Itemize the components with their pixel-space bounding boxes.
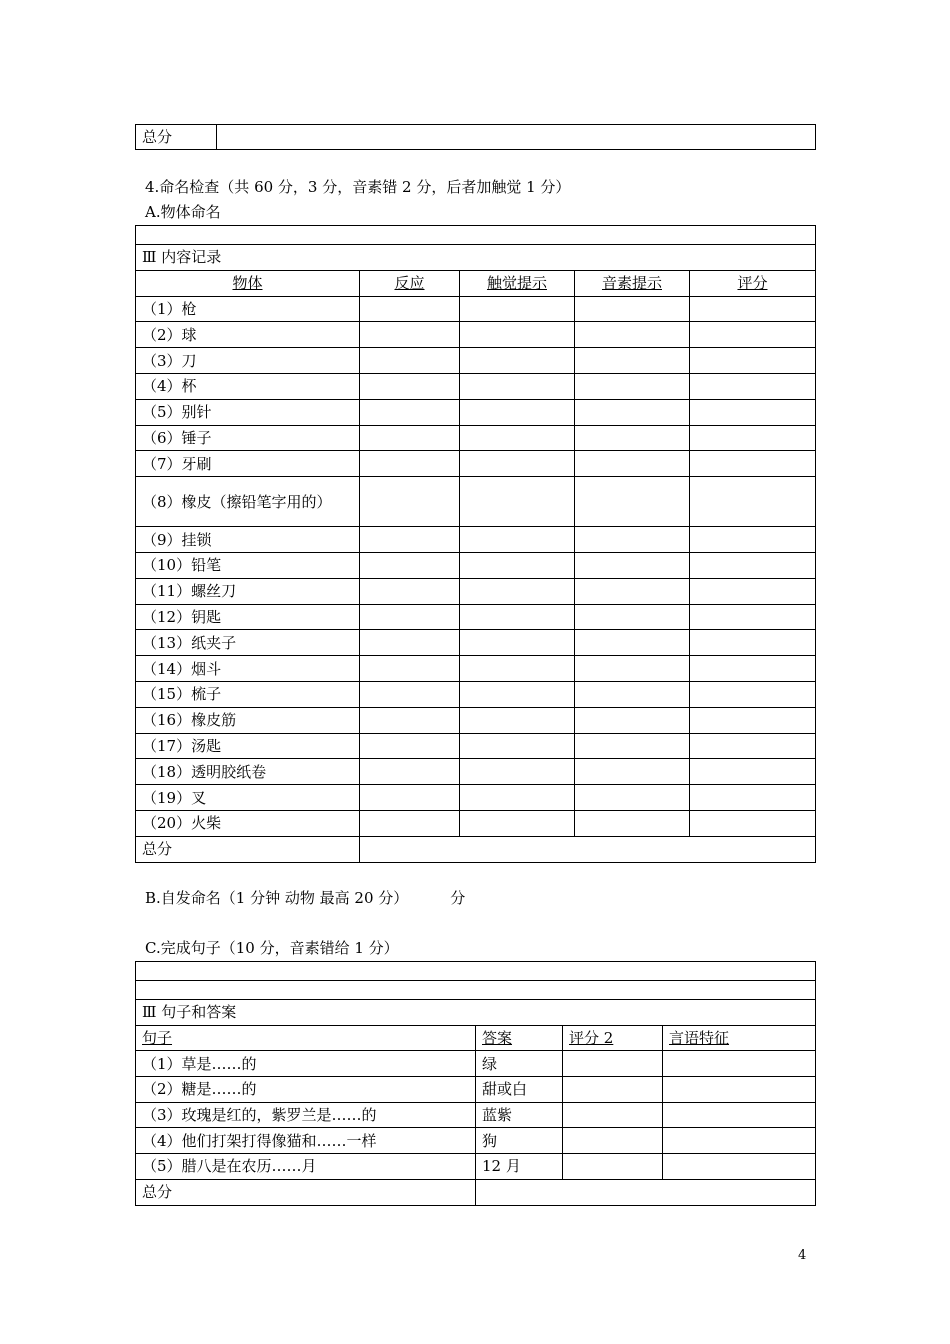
sentence-completion-table	[135, 961, 816, 1206]
object-name: （16）橡皮筋	[136, 707, 360, 733]
table-row	[136, 962, 816, 981]
sentence-table-header	[136, 1025, 816, 1051]
header-sentence: 句子	[136, 1025, 476, 1051]
table-row	[136, 527, 816, 553]
object-naming-table	[135, 225, 816, 863]
table-row	[136, 1000, 816, 1026]
object-table-header	[136, 270, 816, 296]
object-name: （20）火柴	[136, 810, 360, 836]
sentence-table-total-row	[136, 1179, 816, 1205]
header-response: 反应	[360, 270, 460, 296]
total-value-cell	[217, 125, 816, 150]
header-score-2: 评分 2	[563, 1025, 663, 1051]
object-name: （18）透明胶纸卷	[136, 759, 360, 785]
header-speech-features: 言语特征	[663, 1025, 816, 1051]
section-c-title: C.完成句子（10 分，音素错给 1 分）	[145, 939, 399, 957]
table-row	[136, 1128, 816, 1154]
section-b-line	[145, 888, 465, 908]
table-row	[136, 656, 816, 682]
object-total-label: 总分	[136, 836, 360, 862]
table-row	[136, 125, 816, 150]
sentence-answer: 绿	[476, 1051, 563, 1077]
section-b-unit: 分	[450, 889, 466, 907]
object-name: （12）钥匙	[136, 604, 360, 630]
object-name: （7）牙刷	[136, 451, 360, 477]
sentence-total-value-cell	[476, 1179, 816, 1205]
sentence-text: （2）糖是……的	[136, 1077, 476, 1103]
total-score-table	[135, 124, 816, 150]
table-row	[136, 630, 816, 656]
header-object: 物体	[136, 270, 360, 296]
table-row	[136, 322, 816, 348]
table-row	[136, 785, 816, 811]
object-name: （9）挂锁	[136, 527, 360, 553]
table-row	[136, 373, 816, 399]
sentence-text: （4）他们打架打得像猫和……一样	[136, 1128, 476, 1154]
header-tactile-cue: 触觉提示	[460, 270, 575, 296]
object-name: （8）橡皮（擦铅笔字用的）	[136, 477, 360, 527]
object-name: （17）汤匙	[136, 733, 360, 759]
table-row	[136, 552, 816, 578]
object-name: （5）别针	[136, 399, 360, 425]
table-row	[136, 707, 816, 733]
table-row	[136, 399, 816, 425]
object-name: （6）锤子	[136, 425, 360, 451]
object-total-value-cell	[360, 836, 816, 862]
table-row	[136, 245, 816, 271]
sentence-table-caption: Ⅲ 句子和答案	[136, 1000, 816, 1026]
table-row	[136, 604, 816, 630]
object-table-caption: Ⅲ 内容记录	[136, 245, 816, 271]
object-name: （2）球	[136, 322, 360, 348]
sentence-answer: 蓝紫	[476, 1102, 563, 1128]
sentence-text: （3）玫瑰是红的，紫罗兰是……的	[136, 1102, 476, 1128]
header-score: 评分	[690, 270, 816, 296]
object-name: （13）纸夹子	[136, 630, 360, 656]
table-row	[136, 981, 816, 1000]
object-name: （10）铅笔	[136, 552, 360, 578]
object-name: （19）叉	[136, 785, 360, 811]
table-row	[136, 451, 816, 477]
header-answer: 答案	[476, 1025, 563, 1051]
object-name: （3）刀	[136, 348, 360, 374]
table-row	[136, 1102, 816, 1128]
header-phoneme-cue: 音素提示	[575, 270, 690, 296]
sentence-text: （5）腊八是在农历……月	[136, 1154, 476, 1180]
table-row	[136, 296, 816, 322]
table-row	[136, 759, 816, 785]
table-row	[136, 477, 816, 527]
sentence-answer: 狗	[476, 1128, 563, 1154]
section-b-title: B.自发命名（1 分钟 动物 最高 20 分）	[145, 889, 409, 907]
table-row	[136, 1077, 816, 1103]
table-row	[136, 578, 816, 604]
table-row	[136, 733, 816, 759]
object-name: （11）螺丝刀	[136, 578, 360, 604]
table-row	[136, 226, 816, 245]
table-row	[136, 681, 816, 707]
total-label: 总分	[136, 125, 217, 150]
section-4-title: 4.命名检查（共 60 分，3 分，音素错 2 分，后者加触觉 1 分）	[145, 178, 571, 196]
table-row	[136, 1051, 816, 1077]
page-number: 4	[798, 1248, 807, 1263]
section-a-title: A.物体命名	[145, 203, 221, 221]
table-row	[136, 348, 816, 374]
object-table-total-row	[136, 836, 816, 862]
table-row	[136, 425, 816, 451]
sentence-answer: 12 月	[476, 1154, 563, 1180]
object-name: （15）梳子	[136, 681, 360, 707]
object-name: （1）枪	[136, 296, 360, 322]
sentence-total-label: 总分	[136, 1179, 476, 1205]
sentence-answer: 甜或白	[476, 1077, 563, 1103]
table-row	[136, 1154, 816, 1180]
table-row	[136, 810, 816, 836]
object-name: （14）烟斗	[136, 656, 360, 682]
object-name: （4）杯	[136, 373, 360, 399]
sentence-text: （1）草是……的	[136, 1051, 476, 1077]
